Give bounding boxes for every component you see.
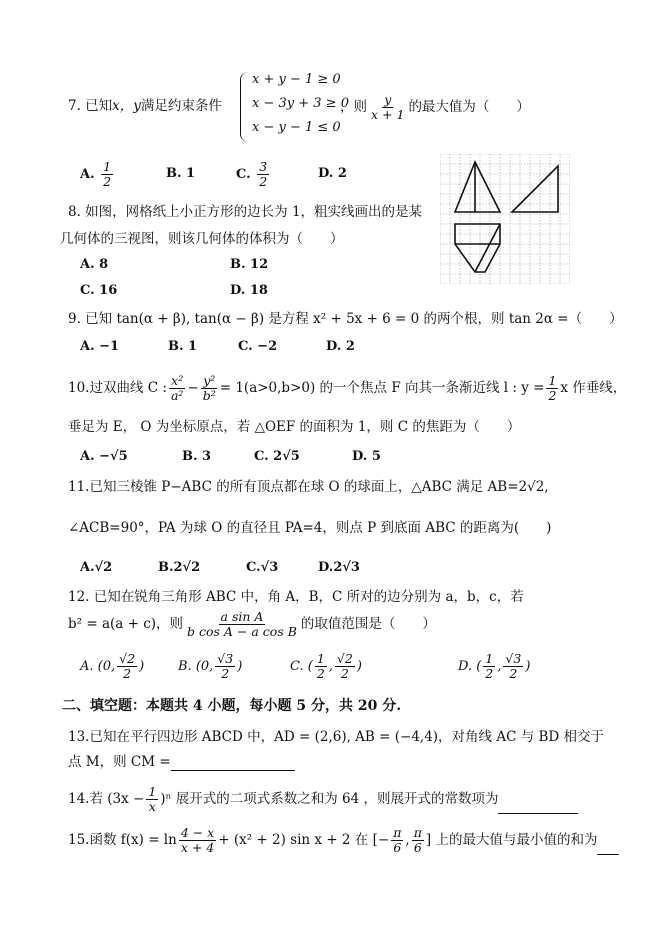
q13-line-1: 13.已知在平行四边形 ABCD 中，AD = (2,6), AB = (−4,4)，对角线 AC 与 BD 相交于 [68, 729, 605, 745]
q12-option-b: B. (0, $\frac{√3}{2}$ ) [178, 651, 243, 681]
q12-line-1: 12. 已知在锐角三角形 ABC 中，角 A，B，C 所对的边分别为 a，b，c，若 [68, 589, 524, 605]
q7-option-b: B. 1 [166, 166, 196, 181]
q15-fraction: $\frac{4 - x}{x + 4}$ [180, 825, 215, 855]
q12-option-d: D. ( $\frac{1}{2}$ , $\frac{√3}{2}$ ) [458, 651, 531, 681]
q12-fraction: $\frac{\text{a sin A}}{\text{b cos A − a cos B}}$ [187, 609, 297, 639]
q15-stem: 15.函数 f(x) = ln $\frac{4 - x}{x + 4}$ + (x² + 2) sin x + 2 在 [− $\frac{\pi}{6}$ , $\frac{\pi}{6}$ ] 上的最大值与最小值的和为 [68, 826, 619, 855]
q7-objective: ，则 $\frac{y}{x + 1}$ 的最大值为（ ） [340, 92, 530, 122]
q9-stem: 9. 已知 tan(α + β), tan(α − β) 是方程 x² + 5x + 6 = 0 的两个根，则 tan 2α =（ ） [68, 311, 623, 327]
top-view [455, 224, 500, 272]
q8-line-2: 几何体的三视图，则该几何体的体积为（ ） [60, 231, 344, 247]
q10-option-a: A. −√5 [80, 449, 128, 464]
section-heading-fill-in: 二、填空题：本题共 4 小题，每小题 5 分，共 20 分. [62, 698, 402, 714]
q11-option-a: A.√2 [80, 560, 113, 575]
q7-constraint-3: x − y − 1 ≤ 0 [252, 120, 341, 135]
q15-answer-blank[interactable] [597, 854, 619, 855]
q9-option-a: A. −1 [80, 339, 120, 354]
q7-constraint-1: x + y − 1 ≥ 0 [252, 72, 341, 87]
q11-option-c: C.√3 [246, 560, 279, 575]
q14-answer-blank[interactable] [498, 813, 578, 814]
q14-stem: 14.若 (3x − $\frac{1}{x}$ )ⁿ 展开式的二项式系数之和为 64 ，则展开式的常数项为 [68, 785, 578, 814]
q7-fraction: $\frac{y}{x + 1}$ [371, 92, 405, 122]
q12-option-c: C. ( $\frac{1}{2}$ , $\frac{√2}{2}$ ) [290, 651, 362, 681]
q11-option-d: D.2√3 [318, 560, 360, 575]
q9-option-d: D. 2 [326, 339, 355, 354]
view-outlines [455, 162, 558, 272]
q8-option-a: A. 8 [80, 257, 109, 272]
q10-fraction-x: $\frac{\text{x²}}{\text{a²}}$ [170, 373, 184, 403]
q11-line-2: ∠ACB=90°，PA 为球 O 的直径且 PA=4，则点 P 到底面 ABC 的距离为( ) [68, 520, 552, 536]
q8-option-c: C. 16 [80, 283, 118, 298]
q14-fraction: $\frac{1}{x}$ [148, 784, 157, 814]
q13-answer-blank[interactable] [171, 770, 295, 771]
q7-constraint-2: x − 3y + 3 ≥ 0 [252, 96, 349, 111]
q11-line-1: 11.已知三棱锥 P−ABC 的所有顶点都在球 O 的球面上，△ABC 满足 AB=2√2, [68, 479, 549, 495]
q12-option-a: A. (0, $\frac{√2}{2}$ ) [80, 651, 145, 681]
side-view [512, 166, 558, 212]
q7-option-a: A. $\frac{1}{2}$ [80, 159, 112, 189]
q8-option-b: B. 12 [230, 257, 269, 272]
q10-line-2: 垂足为 E， O 为坐标原点，若 △OEF 的面积为 1，则 C 的焦距为（ ） [68, 419, 521, 435]
q8-line-1: 8. 如图，网格纸上小正方形的边长为 1，粗实线画出的是某 [68, 204, 423, 220]
q10-option-d: D. 5 [352, 449, 381, 464]
q8-option-d: D. 18 [230, 283, 268, 298]
left-brace [240, 72, 249, 142]
q9-option-b: B. 1 [168, 339, 198, 354]
q12-line-2: b² = a(a + c)，则 $\frac{\text{a sin A}}{\text{b cos A − a cos B}}$ 的取值范围是（ ） [68, 609, 436, 639]
q10-line-1: 10.过双曲线 C : $\frac{\text{x²}}{\text{a²}}$ − $\frac{\text{y²}}{\text{b²}}$ = 1(a>0,b>0) 的一个焦点 F 向其一条渐近线 l : y = $\frac{1}{2}$ x 作垂线， [68, 373, 627, 403]
front-view [455, 162, 500, 212]
q11-option-b: B.2√2 [158, 560, 201, 575]
q9-option-c: C. −2 [238, 339, 278, 354]
q13-line-2: 点 M，则 CM = [68, 753, 295, 771]
q7-stem: 7. 已知x，y满足约束条件 [68, 98, 222, 114]
q10-slope: $\frac{1}{2}$ [548, 373, 557, 403]
q10-option-b: B. 3 [182, 449, 212, 464]
q10-option-c: C. 2√5 [254, 449, 300, 464]
three-view-figure [440, 154, 570, 284]
q10-fraction-y: $\frac{\text{y²}}{\text{b²}}$ [202, 373, 216, 403]
q7-option-c: C. $\frac{3}{2}$ [236, 159, 268, 189]
q7-option-d: D. 2 [318, 166, 347, 181]
